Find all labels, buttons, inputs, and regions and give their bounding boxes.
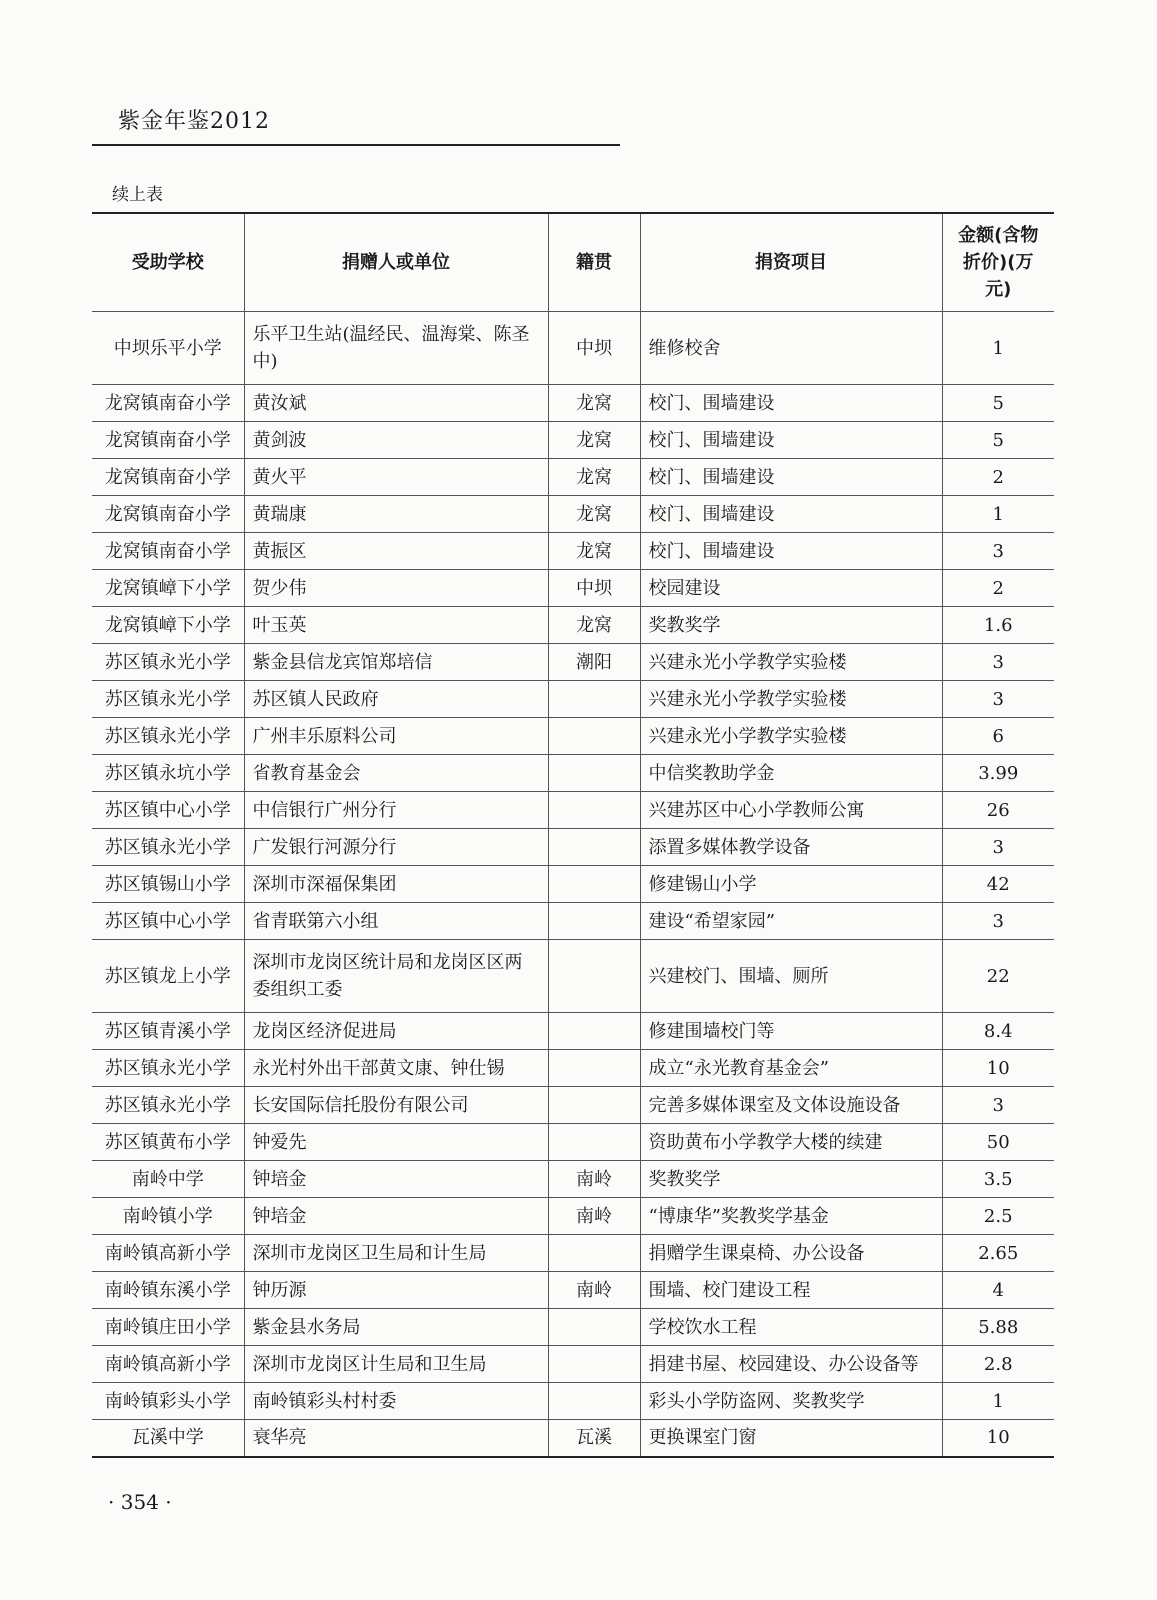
cell-amount: 2.5 — [942, 1198, 1054, 1235]
cell-school: 龙窝镇南奋小学 — [92, 422, 244, 459]
cell-amount: 5 — [942, 422, 1054, 459]
cell-origin: 中坝 — [548, 312, 640, 385]
table-row — [92, 1050, 1054, 1087]
cell-amount: 2.65 — [942, 1235, 1054, 1272]
cell-project: 添置多媒体教学设备 — [640, 829, 942, 866]
table-row — [92, 312, 1054, 385]
cell-project: 学校饮水工程 — [640, 1309, 942, 1346]
cell-project: 彩头小学防盗网、奖教奖学 — [640, 1383, 942, 1420]
cell-amount: 8.4 — [942, 1013, 1054, 1050]
cell-donor: 深圳市龙岗区统计局和龙岗区区两委组织工委 — [244, 940, 548, 1013]
cell-origin — [548, 1309, 640, 1346]
page-header-title: 紫金年鉴2012 — [118, 109, 270, 134]
cell-school: 苏区镇永光小学 — [92, 718, 244, 755]
cell-amount: 3 — [942, 1087, 1054, 1124]
cell-amount: 50 — [942, 1124, 1054, 1161]
cell-donor: 钟培金 — [244, 1161, 548, 1198]
table-row — [92, 644, 1054, 681]
cell-project: 兴建永光小学教学实验楼 — [640, 644, 942, 681]
cell-origin — [548, 755, 640, 792]
cell-amount: 3 — [942, 533, 1054, 570]
cell-origin: 龙窝 — [548, 422, 640, 459]
cell-origin: 龙窝 — [548, 459, 640, 496]
cell-donor: 衰华亮 — [244, 1420, 548, 1457]
cell-amount: 3 — [942, 829, 1054, 866]
table-row — [92, 1272, 1054, 1309]
cell-project: 兴建校门、围墙、厕所 — [640, 940, 942, 1013]
cell-school: 苏区镇青溪小学 — [92, 1013, 244, 1050]
donation-table — [92, 212, 1054, 1458]
cell-donor: 贺少伟 — [244, 570, 548, 607]
cell-school: 龙窝镇嶂下小学 — [92, 570, 244, 607]
cell-donor: 黄剑波 — [244, 422, 548, 459]
cell-donor: 长安国际信托股份有限公司 — [244, 1087, 548, 1124]
cell-school: 南岭镇东溪小学 — [92, 1272, 244, 1309]
cell-project: 兴建永光小学教学实验楼 — [640, 718, 942, 755]
cell-donor: 广州丰乐原料公司 — [244, 718, 548, 755]
cell-school: 苏区镇中心小学 — [92, 792, 244, 829]
cell-donor: 钟培金 — [244, 1198, 548, 1235]
table-row — [92, 1013, 1054, 1050]
cell-origin — [548, 940, 640, 1013]
cell-amount: 6 — [942, 718, 1054, 755]
cell-project: 奖教奖学 — [640, 607, 942, 644]
cell-amount: 5 — [942, 385, 1054, 422]
cell-project: 校门、围墙建设 — [640, 422, 942, 459]
cell-school: 龙窝镇南奋小学 — [92, 385, 244, 422]
table-row — [92, 1087, 1054, 1124]
table-row — [92, 385, 1054, 422]
cell-project: 兴建苏区中心小学教师公寓 — [640, 792, 942, 829]
cell-origin: 南岭 — [548, 1272, 640, 1309]
table-header-row — [92, 213, 1054, 312]
cell-school: 苏区镇永光小学 — [92, 1050, 244, 1087]
cell-project: 校门、围墙建设 — [640, 459, 942, 496]
cell-donor: 省教育基金会 — [244, 755, 548, 792]
cell-amount: 1 — [942, 312, 1054, 385]
cell-school: 南岭镇高新小学 — [92, 1235, 244, 1272]
cell-origin: 南岭 — [548, 1198, 640, 1235]
cell-school: 中坝乐平小学 — [92, 312, 244, 385]
cell-amount: 2.8 — [942, 1346, 1054, 1383]
table-row — [92, 681, 1054, 718]
cell-school: 苏区镇永光小学 — [92, 681, 244, 718]
cell-donor: 钟爱先 — [244, 1124, 548, 1161]
cell-school: 南岭镇高新小学 — [92, 1346, 244, 1383]
cell-origin — [548, 1087, 640, 1124]
cell-amount: 3 — [942, 903, 1054, 940]
table-row — [92, 718, 1054, 755]
cell-project: 中信奖教助学金 — [640, 755, 942, 792]
cell-donor: 黄火平 — [244, 459, 548, 496]
table-row — [92, 422, 1054, 459]
cell-amount: 22 — [942, 940, 1054, 1013]
table-row — [92, 1124, 1054, 1161]
cell-project: 兴建永光小学教学实验楼 — [640, 681, 942, 718]
col-header-origin: 籍贯 — [548, 213, 640, 312]
cell-origin: 潮阳 — [548, 644, 640, 681]
cell-donor: 苏区镇人民政府 — [244, 681, 548, 718]
header-rule — [92, 144, 620, 146]
cell-donor: 深圳市深福保集团 — [244, 866, 548, 903]
col-header-donor: 捐赠人或单位 — [244, 213, 548, 312]
cell-origin — [548, 1383, 640, 1420]
cell-donor: 紫金县信龙宾馆郑培信 — [244, 644, 548, 681]
cell-donor: 乐平卫生站(温经民、温海棠、陈圣中) — [244, 312, 548, 385]
cell-school: 南岭镇彩头小学 — [92, 1383, 244, 1420]
cell-school: 苏区镇龙上小学 — [92, 940, 244, 1013]
cell-donor: 永光村外出干部黄文康、钟仕锡 — [244, 1050, 548, 1087]
cell-amount: 1 — [942, 1383, 1054, 1420]
table-body — [92, 312, 1054, 1457]
cell-school: 龙窝镇南奋小学 — [92, 459, 244, 496]
cell-project: 成立“永光教育基金会” — [640, 1050, 942, 1087]
cell-donor: 紫金县水务局 — [244, 1309, 548, 1346]
cell-origin — [548, 718, 640, 755]
table-row — [92, 1235, 1054, 1272]
table-row — [92, 1309, 1054, 1346]
cell-school: 苏区镇黄布小学 — [92, 1124, 244, 1161]
col-header-school: 受助学校 — [92, 213, 244, 312]
cell-project: 校园建设 — [640, 570, 942, 607]
table-row — [92, 829, 1054, 866]
cell-school: 南岭中学 — [92, 1161, 244, 1198]
table-row — [92, 940, 1054, 1013]
cell-donor: 黄瑞康 — [244, 496, 548, 533]
cell-donor: 黄振区 — [244, 533, 548, 570]
col-header-amount: 金额(含物折价)(万元) — [942, 213, 1054, 312]
cell-origin: 龙窝 — [548, 385, 640, 422]
cell-origin: 中坝 — [548, 570, 640, 607]
cell-school: 瓦溪中学 — [92, 1420, 244, 1457]
cell-donor: 深圳市龙岗区计生局和卫生局 — [244, 1346, 548, 1383]
cell-origin — [548, 829, 640, 866]
cell-origin: 龙窝 — [548, 607, 640, 644]
cell-project: 建设“希望家园” — [640, 903, 942, 940]
cell-project: 围墙、校门建设工程 — [640, 1272, 942, 1309]
cell-project: 修建锡山小学 — [640, 866, 942, 903]
cell-origin — [548, 792, 640, 829]
cell-amount: 5.88 — [942, 1309, 1054, 1346]
cell-origin: 南岭 — [548, 1161, 640, 1198]
cell-project: 维修校舍 — [640, 312, 942, 385]
cell-school: 苏区镇锡山小学 — [92, 866, 244, 903]
cell-origin — [548, 866, 640, 903]
table-row — [92, 459, 1054, 496]
table-row — [92, 903, 1054, 940]
cell-origin — [548, 1013, 640, 1050]
cell-donor: 钟历源 — [244, 1272, 548, 1309]
cell-school: 龙窝镇南奋小学 — [92, 496, 244, 533]
cell-project: 捐建书屋、校园建设、办公设备等 — [640, 1346, 942, 1383]
cell-amount: 2 — [942, 459, 1054, 496]
cell-school: 苏区镇永坑小学 — [92, 755, 244, 792]
table-row — [92, 1198, 1054, 1235]
cell-project: “博康华”奖教奖学基金 — [640, 1198, 942, 1235]
table-row — [92, 866, 1054, 903]
cell-project: 更换课室门窗 — [640, 1420, 942, 1457]
cell-donor: 黄汝斌 — [244, 385, 548, 422]
cell-origin — [548, 1050, 640, 1087]
cell-school: 龙窝镇南奋小学 — [92, 533, 244, 570]
cell-donor: 广发银行河源分行 — [244, 829, 548, 866]
cell-amount: 1 — [942, 496, 1054, 533]
cell-school: 龙窝镇嶂下小学 — [92, 607, 244, 644]
table-row — [92, 607, 1054, 644]
cell-origin — [548, 681, 640, 718]
cell-origin — [548, 1124, 640, 1161]
cell-amount: 42 — [942, 866, 1054, 903]
cell-donor: 中信银行广州分行 — [244, 792, 548, 829]
table-row — [92, 570, 1054, 607]
page-number: · 354 · — [108, 1490, 172, 1514]
cell-project: 完善多媒体课室及文体设施设备 — [640, 1087, 942, 1124]
cell-origin — [548, 903, 640, 940]
cell-school: 苏区镇永光小学 — [92, 644, 244, 681]
cell-school: 苏区镇永光小学 — [92, 1087, 244, 1124]
cell-amount: 4 — [942, 1272, 1054, 1309]
cell-project: 奖教奖学 — [640, 1161, 942, 1198]
cell-project: 资助黄布小学教学大楼的续建 — [640, 1124, 942, 1161]
cell-amount: 3 — [942, 681, 1054, 718]
cell-amount: 26 — [942, 792, 1054, 829]
table-row — [92, 1346, 1054, 1383]
cell-project: 校门、围墙建设 — [640, 385, 942, 422]
cell-project: 校门、围墙建设 — [640, 496, 942, 533]
cell-project: 修建围墙校门等 — [640, 1013, 942, 1050]
table-row — [92, 496, 1054, 533]
cell-amount: 3.5 — [942, 1161, 1054, 1198]
cell-amount: 1.6 — [942, 607, 1054, 644]
cell-school: 苏区镇永光小学 — [92, 829, 244, 866]
continuation-label: 续上表 — [112, 185, 163, 205]
cell-amount: 2 — [942, 570, 1054, 607]
cell-amount: 10 — [942, 1050, 1054, 1087]
cell-amount: 3 — [942, 644, 1054, 681]
cell-donor: 叶玉英 — [244, 607, 548, 644]
table-row — [92, 755, 1054, 792]
col-header-project: 捐资项目 — [640, 213, 942, 312]
table-row — [92, 533, 1054, 570]
cell-origin: 龙窝 — [548, 496, 640, 533]
cell-donor: 龙岗区经济促进局 — [244, 1013, 548, 1050]
cell-origin — [548, 1235, 640, 1272]
table-row — [92, 1420, 1054, 1457]
cell-school: 苏区镇中心小学 — [92, 903, 244, 940]
table-row — [92, 1383, 1054, 1420]
cell-amount: 10 — [942, 1420, 1054, 1457]
cell-donor: 省青联第六小组 — [244, 903, 548, 940]
cell-amount: 3.99 — [942, 755, 1054, 792]
cell-origin: 龙窝 — [548, 533, 640, 570]
cell-school: 南岭镇小学 — [92, 1198, 244, 1235]
cell-donor: 南岭镇彩头村村委 — [244, 1383, 548, 1420]
cell-donor: 深圳市龙岗区卫生局和计生局 — [244, 1235, 548, 1272]
cell-school: 南岭镇庄田小学 — [92, 1309, 244, 1346]
cell-project: 校门、围墙建设 — [640, 533, 942, 570]
cell-origin: 瓦溪 — [548, 1420, 640, 1457]
table-row — [92, 792, 1054, 829]
cell-project: 捐赠学生课桌椅、办公设备 — [640, 1235, 942, 1272]
cell-origin — [548, 1346, 640, 1383]
table-row — [92, 1161, 1054, 1198]
